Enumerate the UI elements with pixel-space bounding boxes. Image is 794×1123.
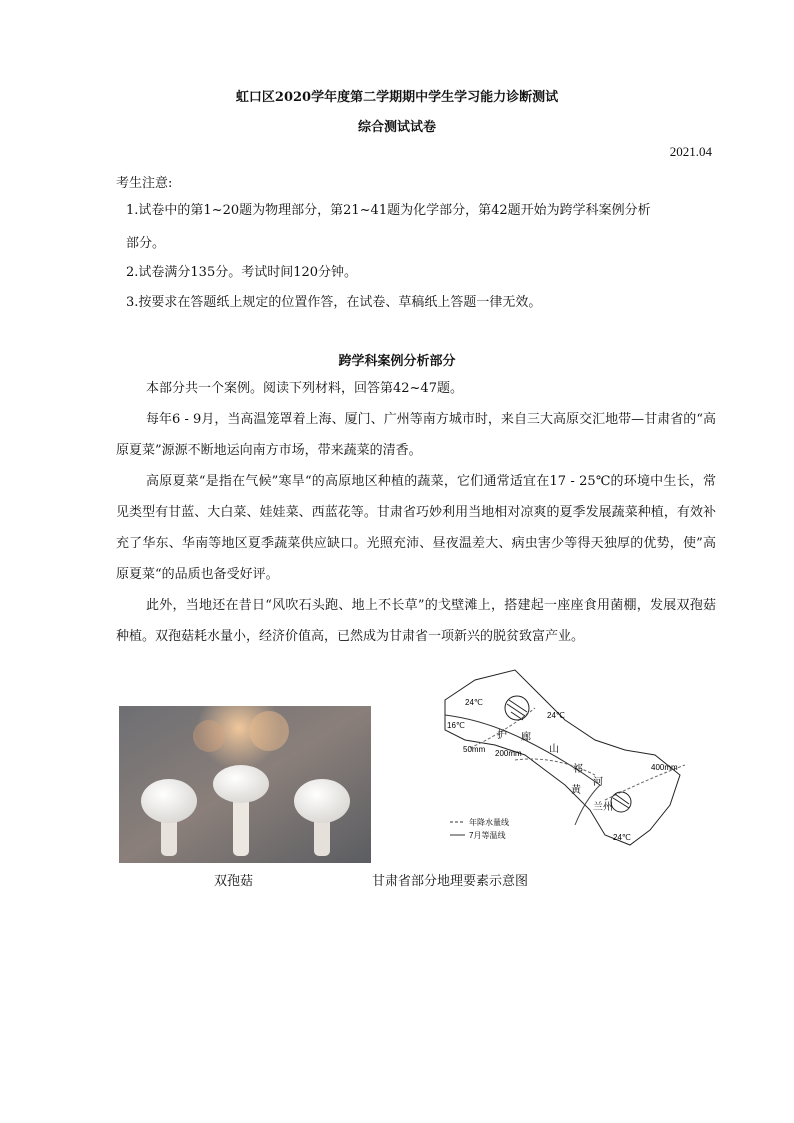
map-label-he: 河 (593, 777, 603, 788)
notice-item-2: 2.试卷满分135分。考试时间120分钟。 (126, 265, 358, 280)
map-label-lanzhou: 兰州 (593, 802, 613, 813)
gansu-map (425, 660, 705, 860)
notice-label: 考生注意: (116, 176, 173, 191)
notice-item-1-cont: 部分。 (126, 236, 166, 251)
notice-item-1: 1.试卷中的第1~20题为物理部分，第21~41题为化学部分，第42题开始为跨学科案例分析 (126, 203, 651, 218)
photo-caption: 双孢菇 (214, 874, 254, 889)
mushroom-photo (119, 706, 371, 863)
map-label-t16: 16℃ (447, 721, 465, 730)
paragraph-3: 高原夏菜“是指在气候”寒旱“的高原地区种植的蔬菜，它们通常适宜在17 - 25℃的环境中生长，常见类型有甘蓝、大白菜、娃娃菜、西蓝花等。甘肃省巧妙利用当地相对凉爽的夏季发展蔬菜种植，有效补充了华东、华南等地区夏季蔬菜供应缺口。光照充沛、昼夜温差大、病虫害少等得天独厚的优势，使”高原夏菜“的品质也备受好评。 (116, 474, 716, 582)
paragraph-2: 每年6 - 9月，当高温笼罩着上海、厦门、广州等南方城市时，来自三大高原交汇地带—甘肃省的“高原夏菜”源源不断地运向南方市场，带来蔬菜的清香。 (116, 412, 716, 458)
map-label-t24c: 24℃ (613, 833, 631, 842)
map-label-qi: 祁 (573, 764, 583, 775)
map-label-t24b: 24℃ (547, 711, 565, 720)
exam-subtitle: 综合测试试卷 (357, 120, 436, 135)
map-label-400mm: 400mm (651, 763, 678, 772)
map-label-hu: 护 (497, 730, 507, 741)
paragraph-intro: 本部分共一个案例。阅读下列材料，回答第42~47题。 (146, 381, 463, 396)
section-title: 跨学科案例分析部分 (338, 354, 456, 369)
exam-date: 2021.04 (669, 144, 712, 159)
map-label-shan: 山 (549, 744, 559, 755)
map-label-200mm: 200mm (495, 749, 522, 758)
notice-item-3: 3.按要求在答题纸上规定的位置作答，在试卷、草稿纸上答题一律无效。 (126, 295, 542, 310)
map-caption: 甘肃省部分地理要素示意图 (372, 874, 529, 889)
map-label-huang: 黄 (571, 785, 581, 796)
map-label-lang: 廊 (521, 732, 531, 743)
paragraph-4: 此外，当地还在昔日“风吹石头跑、地上不长草”的戈壁滩上，搭建起一座座食用菌棚，发展双孢菇种植。双孢菇耗水量小，经济价值高，已然成为甘肃省一项新兴的脱贫致富产业。 (116, 598, 716, 644)
legend-temp: 7月等温线 (469, 831, 506, 840)
exam-title: 虹口区2020学年度第二学期期中学生学习能力诊断测试 (235, 90, 559, 105)
map-label-50mm: 50mm (463, 745, 486, 754)
legend-rain: 年降水量线 (469, 818, 509, 827)
map-label-t24a: 24℃ (465, 698, 483, 707)
